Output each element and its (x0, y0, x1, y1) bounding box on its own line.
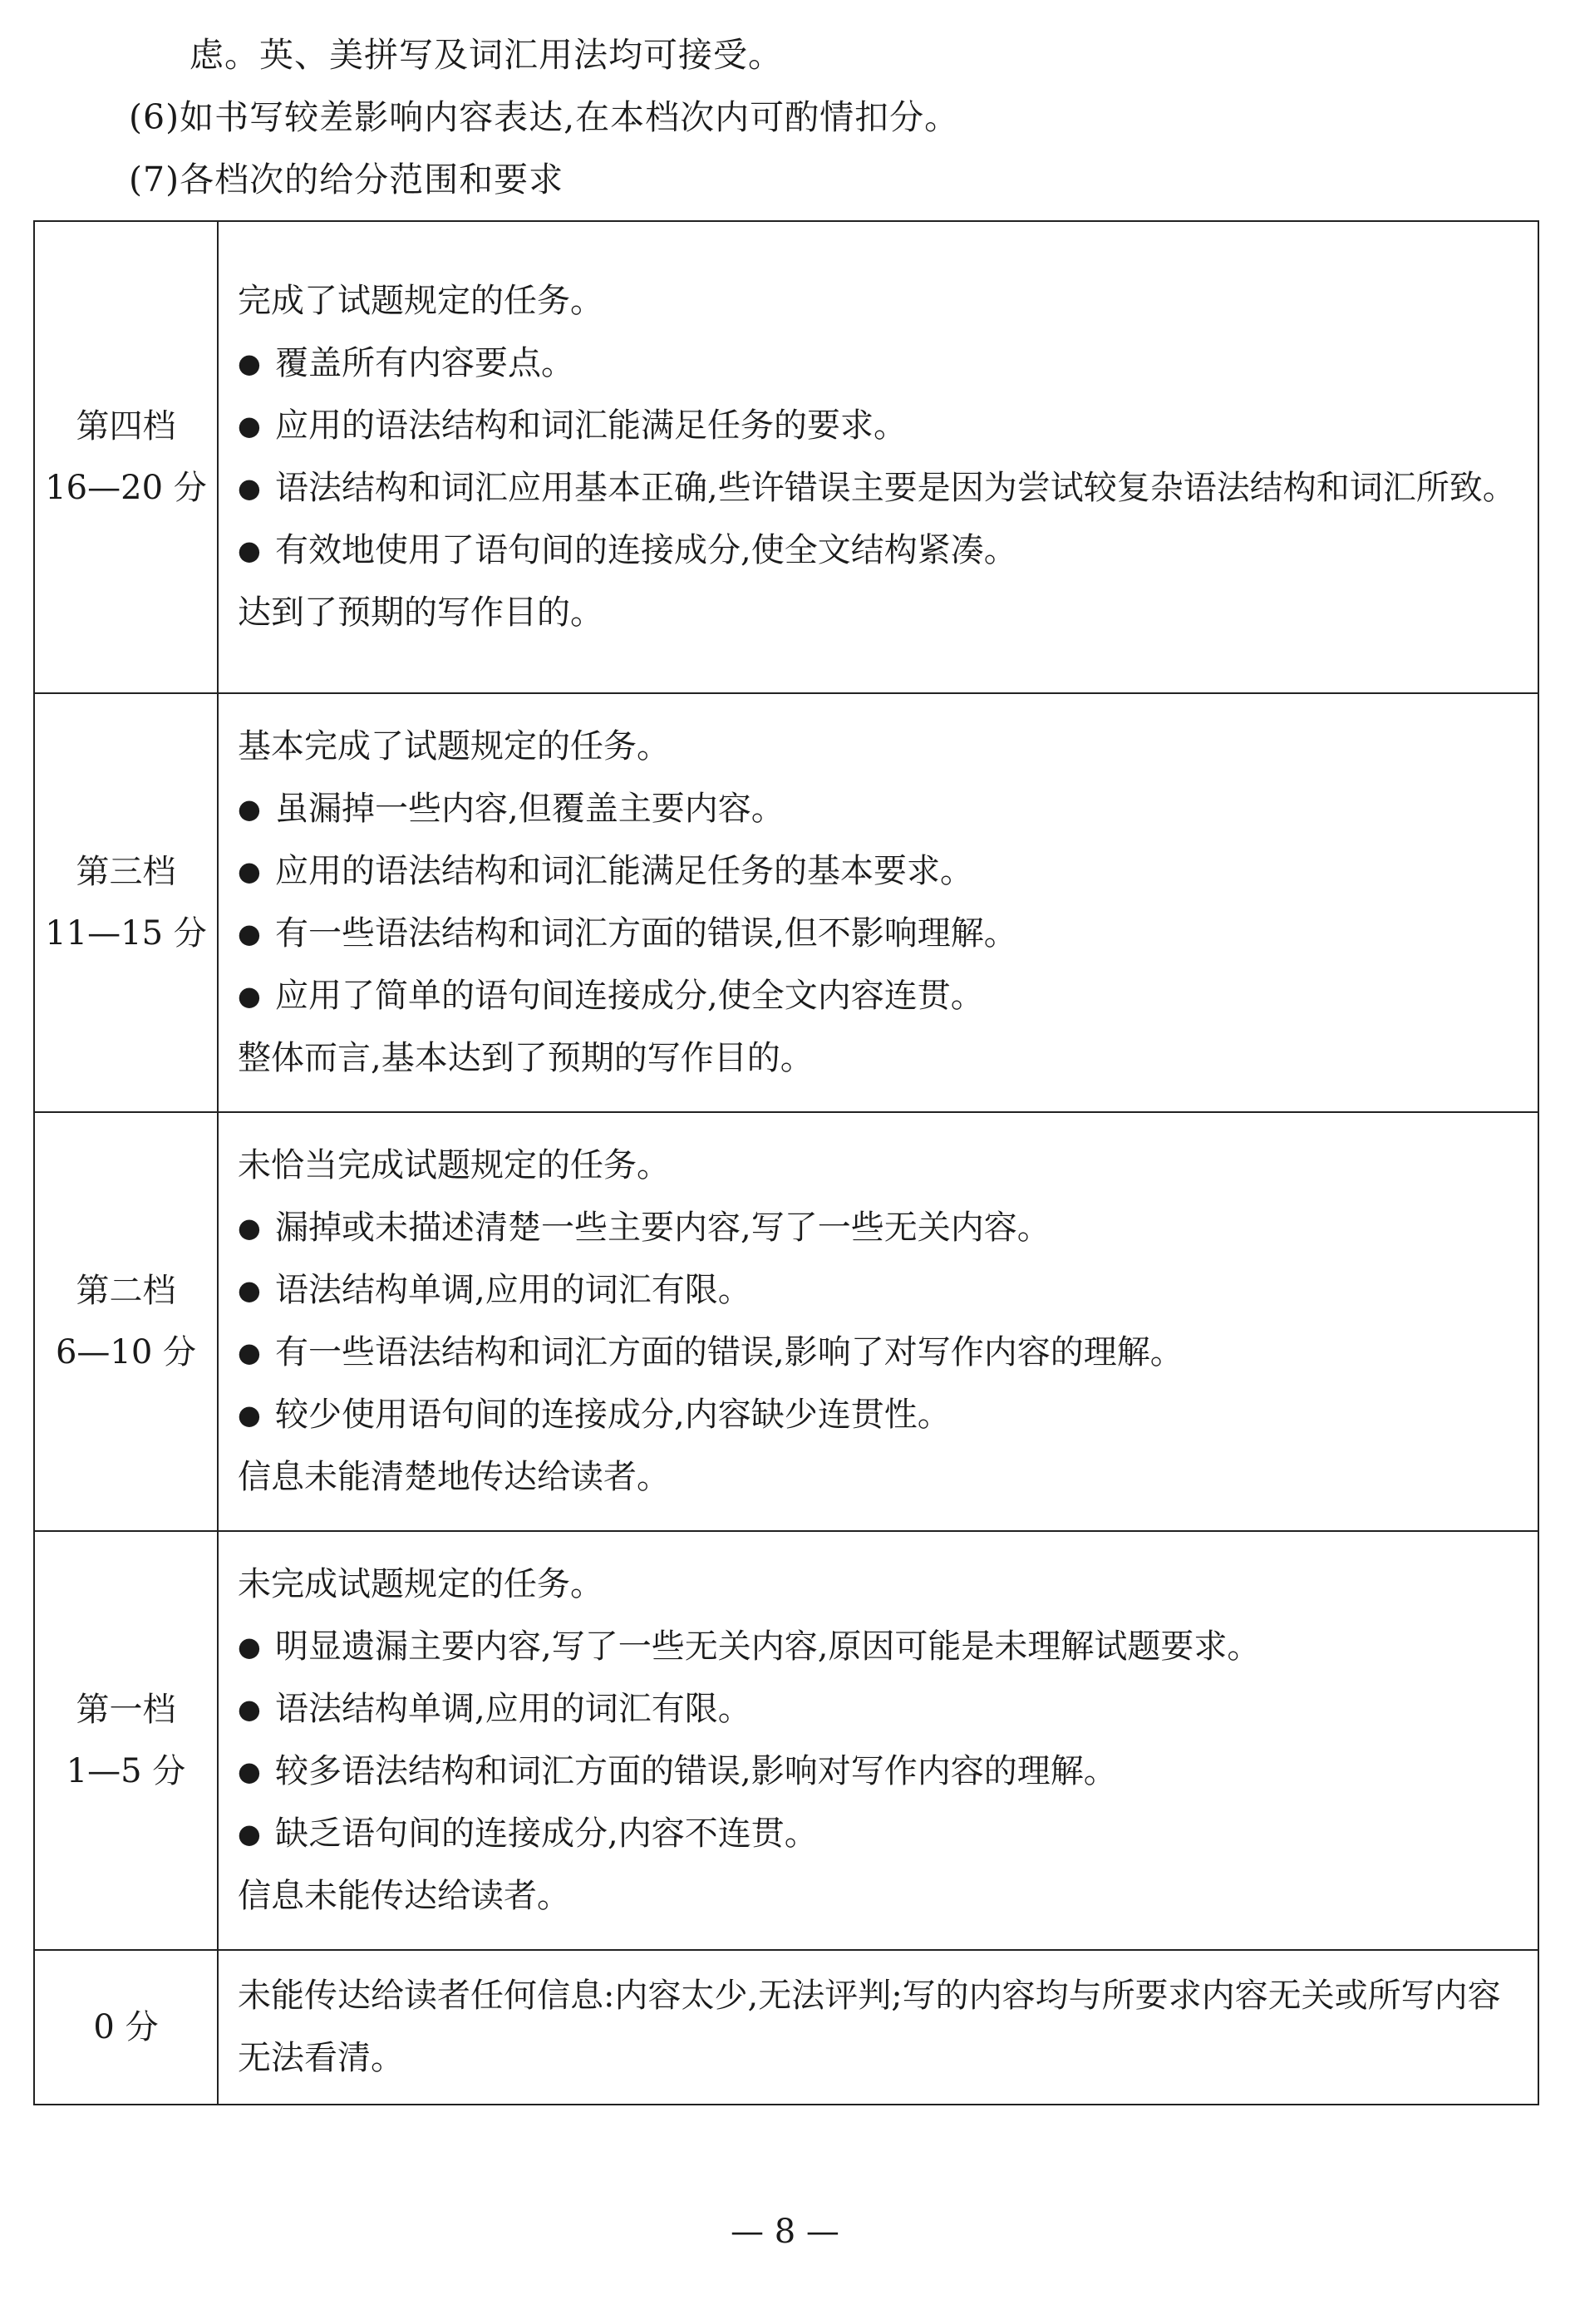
criterion-text: 较少使用语句间的连接成分,内容缺少连贯性。 (275, 1396, 951, 1434)
bullet-dot-icon: ● (238, 1693, 261, 1725)
criterion-text: 较多语法结构和词汇方面的错误,影响对写作内容的理解。 (275, 1752, 1117, 1790)
level-cell (34, 1950, 218, 2105)
criterion-item (238, 840, 1521, 903)
bullet-dot-icon: ● (238, 1631, 261, 1662)
level-score-range: 1—5 分 (66, 1752, 186, 1790)
criterion-item (238, 1803, 1521, 1865)
criterion-text: 语法结构和词汇应用基本正确,些许错误主要是因为尝试较复杂语法结构和词汇所致。 (275, 469, 1516, 507)
criterion-text: 语法结构单调,应用的词汇有限。 (275, 1271, 751, 1309)
bullet-dot-icon: ● (238, 347, 261, 379)
bullet-dot-icon: ● (238, 855, 261, 887)
scoring-rubric-table (33, 220, 1539, 2105)
criterion-item (238, 332, 1521, 395)
criterion-item (238, 519, 1521, 582)
bullet-dot-icon: ● (238, 918, 261, 949)
rubric-row-level-1 (34, 1531, 1538, 1950)
criterion-text: 应用的语法结构和词汇能满足任务的要求。 (275, 406, 907, 445)
bullet-dot-icon: ● (238, 793, 261, 825)
intro-line-handwriting-note: (6)如书写较差影响内容表达,在本档次内可酌情扣分。 (129, 97, 960, 137)
level-summary: 完成了试题规定的任务。 (238, 282, 603, 320)
criterion-item (238, 1741, 1521, 1803)
level-conclusion: 达到了预期的写作目的。 (238, 593, 603, 632)
criterion-text: 明显遗漏主要内容,写了一些无关内容,原因可能是未理解试题要求。 (275, 1627, 1261, 1666)
rubric-row-level-3 (34, 693, 1538, 1112)
criterion-item (238, 395, 1521, 457)
description-cell (218, 693, 1538, 1112)
criterion-text: 语法结构单调,应用的词汇有限。 (275, 1690, 751, 1728)
bullet-dot-icon: ● (238, 980, 261, 1012)
bullet-dot-icon: ● (238, 472, 261, 504)
criterion-text: 漏掉或未描述清楚一些主要内容,写了一些无关内容。 (275, 1209, 1051, 1247)
criterion-item (238, 1322, 1521, 1384)
criterion-item (238, 1616, 1521, 1678)
description-cell (218, 221, 1538, 693)
level-conclusion: 整体而言,基本达到了预期的写作目的。 (238, 1039, 814, 1077)
level-score-range: 11—15 分 (45, 914, 207, 953)
level-cell (34, 693, 218, 1112)
criterion-item (238, 1197, 1521, 1259)
level-score-range: 6—10 分 (55, 1333, 197, 1371)
level-score-range: 0 分 (93, 2008, 159, 2046)
level-summary: 未能传达给读者任何信息:内容太少,无法评判;写的内容均与所要求内容无关或所写内容无法看清。 (238, 1977, 1501, 2077)
level-conclusion: 信息未能传达给读者。 (238, 1877, 570, 1915)
level-cell (34, 1531, 218, 1950)
description-cell (218, 1531, 1538, 1950)
criterion-item (238, 457, 1521, 519)
level-name: 第四档 (76, 407, 176, 446)
criterion-text: 虽漏掉一些内容,但覆盖主要内容。 (275, 790, 785, 828)
description-cell (218, 1950, 1538, 2105)
level-cell (34, 221, 218, 693)
bullet-dot-icon: ● (238, 1274, 261, 1306)
level-name: 第三档 (76, 853, 176, 891)
rubric-row-level-4 (34, 221, 1538, 693)
description-cell (218, 1112, 1538, 1531)
page-number: — 8 — (731, 2213, 839, 2251)
bullet-dot-icon: ● (238, 1399, 261, 1430)
level-summary: 基本完成了试题规定的任务。 (238, 727, 670, 766)
criterion-text: 覆盖所有内容要点。 (275, 344, 574, 382)
criterion-text: 缺乏语句间的连接成分,内容不连贯。 (275, 1814, 818, 1853)
bullet-dot-icon: ● (238, 1755, 261, 1787)
bullet-dot-icon: ● (238, 1818, 261, 1849)
criterion-text: 有效地使用了语句间的连接成分,使全文结构紧凑。 (275, 531, 1017, 569)
bullet-dot-icon: ● (238, 1337, 261, 1368)
bullet-dot-icon: ● (238, 410, 261, 441)
criterion-item (238, 1678, 1521, 1741)
level-conclusion: 信息未能清楚地传达给读者。 (238, 1458, 670, 1496)
criterion-text: 有一些语法结构和词汇方面的错误,但不影响理解。 (275, 914, 1017, 953)
level-name: 第二档 (76, 1272, 176, 1310)
level-score-range: 16—20 分 (45, 469, 207, 507)
criterion-text: 有一些语法结构和词汇方面的错误,影响了对写作内容的理解。 (275, 1333, 1184, 1371)
rubric-row-zero-score (34, 1950, 1538, 2105)
bullet-dot-icon: ● (238, 1212, 261, 1243)
intro-line-continuation: 虑。英、美拼写及词汇用法均可接受。 (189, 35, 783, 75)
criterion-item (238, 903, 1521, 965)
level-cell (34, 1112, 218, 1531)
bullet-dot-icon: ● (238, 534, 261, 566)
level-summary: 未恰当完成试题规定的任务。 (238, 1146, 670, 1184)
level-summary: 未完成试题规定的任务。 (238, 1565, 603, 1603)
criterion-item (238, 778, 1521, 840)
criterion-item (238, 965, 1521, 1027)
criterion-item (238, 1259, 1521, 1322)
criterion-text: 应用了简单的语句间连接成分,使全文内容连贯。 (275, 977, 984, 1015)
rubric-row-level-2 (34, 1112, 1538, 1531)
criterion-item (238, 1384, 1521, 1446)
intro-line-scoring-ranges: (7)各档次的给分范围和要求 (129, 160, 564, 199)
criterion-text: 应用的语法结构和词汇能满足任务的基本要求。 (275, 852, 973, 890)
level-name: 第一档 (76, 1691, 176, 1729)
